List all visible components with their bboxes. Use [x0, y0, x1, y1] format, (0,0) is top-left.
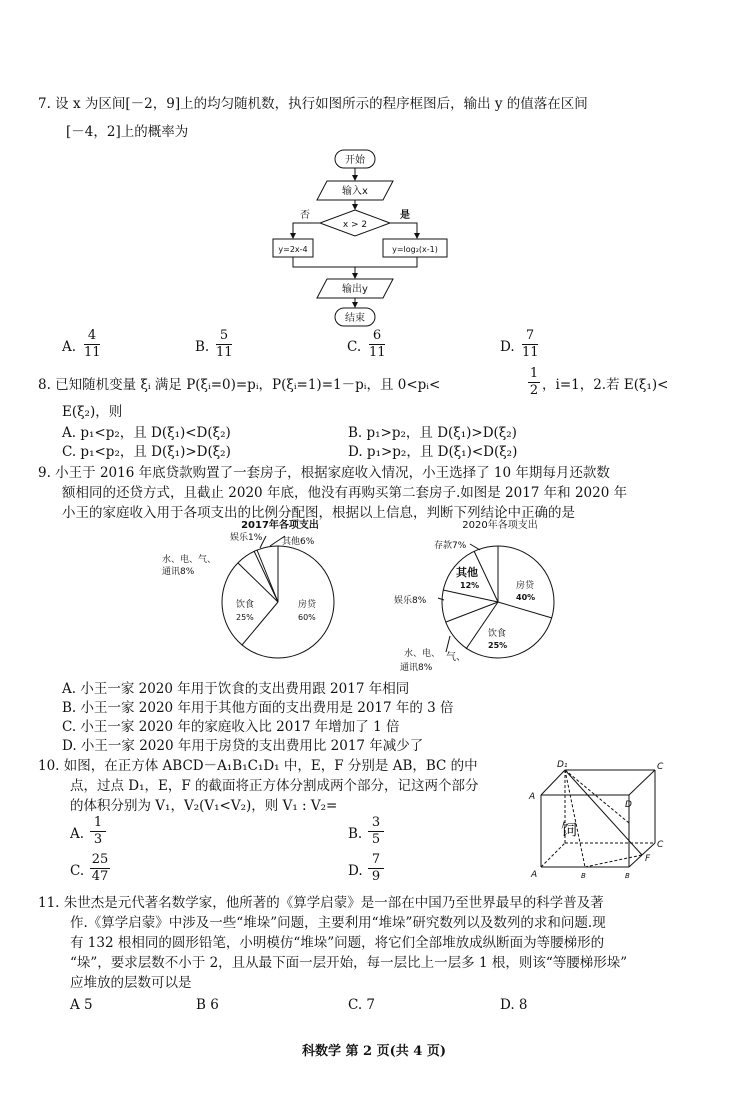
q7-option-a-label: A. — [62, 339, 77, 355]
cube-label-b: B — [625, 872, 630, 880]
q10-text-line3: 的体积分别为 V₁，V₂(V₁<V₂)，则 V₁ : V₂= — [70, 798, 338, 814]
pie2017-label-fangdai-pct: 60% — [298, 613, 316, 622]
pie2020-label-qita: 其他 — [456, 566, 478, 579]
q8-half-frac: 1 2 — [529, 366, 539, 398]
pie2020-divider-6 — [498, 602, 552, 618]
q7-option-b-frac: 5 11 — [216, 328, 233, 360]
q7-option-b-label: B. — [195, 339, 210, 355]
q10-text-line2: 点，过点 D₁，E，F 的截面将正方体分割成两个部分，记这两个部分 — [70, 778, 479, 794]
pie-chart-2017 — [150, 518, 350, 668]
q10-option-d-frac: 7 9 — [368, 853, 384, 884]
q10-option-d-label: D. — [348, 863, 363, 879]
pie2020-label-fangdai: 房贷 — [516, 581, 535, 591]
cube-label-f: F — [645, 854, 651, 864]
cube-figure — [525, 755, 675, 880]
cube-label-e: B — [581, 872, 586, 880]
q9-option-a: A. 小王一家 2020 年用于饮食的支出费用跟 2017 年相同 — [62, 681, 410, 697]
q7-text-line2: [－4，2]上的概率为 — [66, 124, 189, 140]
cube-label-c1: C — [657, 762, 664, 772]
q11-text-line2: 作.《算学启蒙》中涉及一些“堆垛”问题，主要利用“堆垛”研究数列以及数列的求和问题.现 — [70, 915, 606, 931]
pie2017-title: 2017年各项支出 — [241, 520, 319, 531]
q9-text-line3: 小王的家庭收入用于各项支出的比例分配图，根据以上信息，判断下列结论中正确的是 — [62, 505, 575, 521]
q10-option-c-label: C. — [70, 863, 85, 879]
pie2020-divider-3 — [443, 590, 498, 602]
q10-option-b-label: B. — [348, 826, 363, 842]
q10-option-b-frac: 3 5 — [368, 816, 384, 847]
cube-label-d: D — [625, 800, 632, 810]
pie-chart-2020 — [388, 518, 588, 678]
cube-label-d1: D₁ — [557, 760, 568, 770]
pie2020-label-fangdai-pct: 40% — [516, 593, 536, 602]
cube-label-center: 饲 — [561, 820, 578, 839]
q9-option-d: D. 小王一家 2020 年用于房贷的支出费用比 2017 年减少了 — [62, 738, 424, 754]
q7-option-c-frac: 6 11 — [369, 328, 386, 360]
flow-right-label: y=log₂(x-1) — [392, 245, 438, 254]
q9-text-line2: 额相同的还贷方式，且截止 2020 年底，他没有再购买第二套房子.如图是 2017 年和 2020 年 — [62, 485, 628, 501]
q10-option-a-label: A. — [70, 826, 85, 842]
pie2017-label-qita: 其他6% — [282, 537, 315, 547]
q11-option-a: A 5 — [70, 997, 93, 1013]
q7-option-c-label: C. — [347, 339, 362, 355]
q9-option-b: B. 小王一家 2020 年用于其他方面的支出费用是 2017 年的 3 倍 — [62, 700, 454, 716]
pie2020-label-yinshi: 饮食 — [488, 629, 507, 639]
page-footer: 科数学 第 2 页(共 4 页) — [302, 1044, 447, 1059]
q11-text-line4: “垛”，要求层数不小于 2，且从最下面一层开始，每一层比上一层多 1 根，则该“等腰梯形垛” — [70, 955, 628, 971]
pie2020-label-yinshi-pct: 25% — [488, 641, 508, 650]
q8-option-d: D. p₁>p₂，且 D(ξ₁)<D(ξ₂) — [348, 444, 518, 460]
q9-option-c: C. 小王一家 2020 年的家庭收入比 2017 年增加了 1 倍 — [62, 719, 400, 735]
flow-output-label: 输出y — [342, 284, 368, 295]
pie2020-divider-4 — [446, 602, 498, 622]
q8-text-line2: E(ξ₂)，则 — [62, 404, 123, 420]
pie2020-label-yule: 娱乐8% — [394, 596, 427, 606]
flow-end-label: 结束 — [345, 313, 365, 324]
pie2017-label-yule: 娱乐1% — [230, 533, 263, 543]
pie2017-divider-3 — [254, 551, 278, 602]
q7-text-line1: 7. 设 x 为区间[－2，9]上的均匀随机数，执行如图所示的程序框图后，输出 y 的值落在区间 — [38, 96, 588, 112]
pie2020-label-cunkuan: 存款7% — [434, 541, 467, 551]
q10-option-c-frac: 25 47 — [91, 852, 109, 884]
q11-option-c: C. 7 — [348, 997, 376, 1013]
pie2017-label-yinshi-pct: 25% — [236, 613, 254, 622]
q8-option-c: C. p₁<p₂，且 D(ξ₁)>D(ξ₂) — [62, 444, 231, 460]
pie2020-title: 2020年各项支出 — [462, 520, 538, 531]
pie2020-label-shui: 水、电、 — [404, 649, 441, 659]
q7-option-a-frac: 4 11 — [84, 328, 101, 360]
q10-option-a-frac: 1 3 — [90, 816, 106, 847]
pie2017-divider-4 — [238, 563, 278, 602]
flowchart — [255, 145, 455, 330]
q11-text-line3: 有 132 根相同的圆形铅笔，小明模仿“堆垛”问题，将它们全部堆放成纵断面为等腰梯形的 — [70, 935, 605, 951]
q11-text-line5: 应堆放的层数可以是 — [70, 975, 192, 991]
q8-text-line1b: ，i=1，2.若 E(ξ₁)< — [542, 377, 669, 393]
pie2017-label-shui: 水、电、气、 — [162, 555, 217, 565]
pie2017-label-tongxun: 通讯8% — [162, 567, 195, 577]
flow-left-label: y=2x-4 — [278, 245, 308, 254]
pie2020-label-qita-pct: 12% — [460, 581, 480, 590]
q8-text-line1: 8. 已知随机变量 ξᵢ 满足 P(ξᵢ=0)=pᵢ，P(ξᵢ=1)=1－pᵢ，且 0<pᵢ< — [38, 377, 441, 393]
flow-condition-label: x > 2 — [342, 220, 368, 230]
pie2020-label-qi: 气、 — [446, 652, 466, 663]
flow-start-label: 开始 — [345, 155, 365, 166]
q11-option-b: B 6 — [196, 997, 219, 1013]
flow-input-label: 输入x — [342, 186, 368, 197]
q7-option-d-frac: 7 11 — [522, 328, 539, 360]
q8-option-a: A. p₁<p₂，且 D(ξ₁)<D(ξ₂) — [62, 425, 231, 441]
q10-text-line1: 10. 如图，在正方体 ABCD－A₁B₁C₁D₁ 中，E，F 分别是 AB，BC 的中 — [38, 758, 478, 774]
q11-text-line1: 11. 朱世杰是元代著名数学家，他所著的《算学启蒙》是一部在中国乃至世界最早的科学普及著 — [38, 895, 604, 911]
q8-option-b: B. p₁>p₂，且 D(ξ₁)>D(ξ₂) — [348, 425, 517, 441]
cube-label-a1: A — [529, 792, 536, 802]
q9-text-line1: 9. 小王于 2016 年底贷款购置了一套房子，根据家庭收入情况，小王选择了 10 年期每月还款数 — [38, 465, 610, 481]
pie2020-label-tongxun: 通讯8% — [400, 663, 433, 673]
q7-option-d-label: D. — [500, 339, 515, 355]
q11-option-d: D. 8 — [500, 997, 528, 1013]
pie2017-label-fangdai: 房贷 — [298, 600, 317, 610]
flow-yes-label: 是 — [400, 210, 410, 221]
flow-no-label: 否 — [300, 210, 310, 221]
pie2017-label-yinshi: 饮食 — [236, 600, 255, 610]
cube-label-c: C — [657, 840, 664, 850]
cube-label-a: A — [531, 870, 538, 880]
